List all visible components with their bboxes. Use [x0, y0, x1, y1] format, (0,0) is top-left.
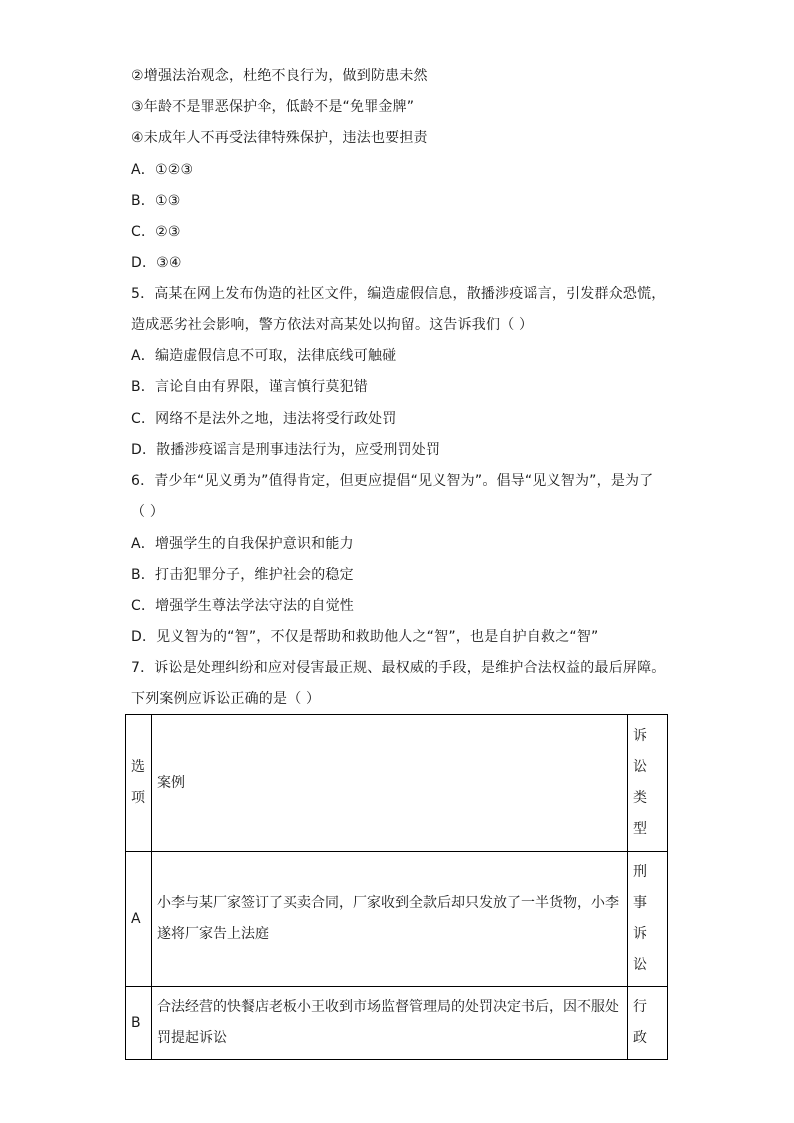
q5-choice-a: A．编造虚假信息不可取，法律底线可触碰	[131, 348, 397, 364]
q7-stem-line1: 7．诉讼是处理纠纷和应对侵害最正规、最权威的手段，是维护合法权益的最后屏障。	[131, 660, 666, 676]
row-case-cell: 合法经营的快餐店老板小王收到市场监督管理局的处罚决定书后，因不服处 罚提起诉讼	[152, 987, 628, 1060]
table-row	[126, 852, 668, 987]
q5-choice-c: C．网络不是法外之地，违法将受行政处罚	[131, 411, 397, 427]
option-statement-3: ③年龄不是罪恶保护伞，低龄不是“免罪金牌”	[131, 99, 415, 115]
header-option-cell: 选 项	[126, 715, 152, 852]
q5-choice-b: B．言论自由有界限，谨言慎行莫犯错	[131, 379, 369, 395]
q5-stem-line2: 造成恶劣社会影响，警方依法对高某处以拘留。这告诉我们（ ）	[131, 317, 534, 333]
row-option-cell: A	[126, 852, 152, 987]
option-statement-4: ④未成年人不再受法律特殊保护，违法也要担责	[131, 130, 428, 146]
q6-choice-a: A．增强学生的自我保护意识和能力	[131, 536, 354, 552]
table-header-row	[126, 715, 668, 852]
row-case-cell: 小李与某厂家签订了买卖合同，厂家收到全款后却只发放了一半货物，小李 遂将厂家告上法庭	[152, 852, 628, 987]
q6-choice-d: D．见义智为的“智”，不仅是帮助和救助他人之“智”，也是自护自救之“智”	[131, 629, 599, 645]
row-type-cell: 刑 事 诉 讼	[628, 852, 668, 987]
option-statement-2: ②增强法治观念，杜绝不良行为，做到防患未然	[131, 68, 428, 84]
q6-stem-line1: 6．青少年“见义勇为”值得肯定，但更应提倡“见义智为”。倡导“见义智为”，是为了	[131, 473, 654, 489]
q6-choice-c: C．增强学生尊法学法守法的自觉性	[131, 598, 354, 614]
q7-stem-line2: 下列案例应诉讼正确的是（ ）	[131, 691, 321, 707]
row-type-cell: 行 政	[628, 987, 668, 1060]
q5-stem-line1: 5．高某在网上发布伪造的社区文件，编造虚假信息，散播涉疫谣言，引发群众恐慌，	[131, 286, 666, 302]
header-type-cell: 诉 讼 类 型	[628, 715, 668, 852]
q4-choice-d: D．③④	[131, 255, 182, 271]
q4-choice-a: A．①②③	[131, 162, 194, 178]
q6-stem-line2: （ ）	[131, 504, 165, 520]
table-row	[126, 987, 668, 1060]
header-case-cell: 案例	[152, 715, 628, 852]
row-option-cell: B	[126, 987, 152, 1060]
q6-choice-b: B．打击犯罪分子，维护社会的稳定	[131, 567, 354, 583]
q4-choice-b: B．①③	[131, 193, 181, 209]
q4-choice-c: C．②③	[131, 224, 181, 240]
case-table	[125, 714, 668, 1060]
q5-choice-d: D．散播涉疫谣言是刑事违法行为，应受刑罚处罚	[131, 442, 441, 458]
